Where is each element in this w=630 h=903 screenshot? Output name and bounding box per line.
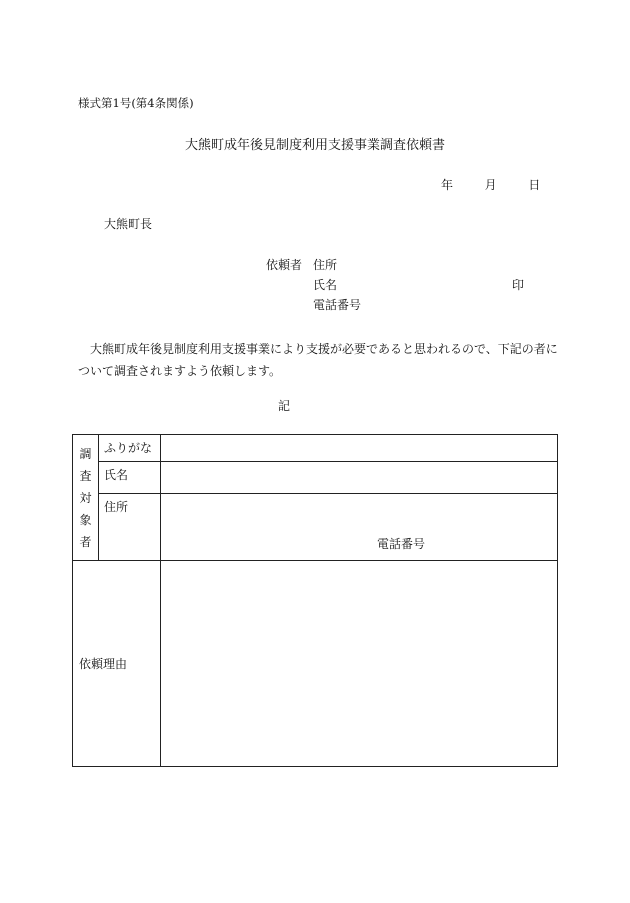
subject-label-char: 査 <box>79 468 92 483</box>
table-row <box>73 494 558 561</box>
date-month-label: 月 <box>484 178 497 192</box>
requester-name-label: 氏名 <box>313 278 338 292</box>
subject-table <box>72 434 558 767</box>
subject-address-label: 住所 <box>99 494 161 561</box>
date-day-label: 日 <box>528 178 541 192</box>
ki-heading: 記 <box>278 399 291 413</box>
subject-label-char: 対 <box>79 490 92 505</box>
subject-vertical-label <box>73 435 99 561</box>
table-row <box>73 561 558 767</box>
subject-label-char: 調 <box>79 446 92 461</box>
furigana-field[interactable] <box>161 435 558 462</box>
date-line <box>441 179 540 191</box>
requester-address-label: 住所 <box>313 258 338 272</box>
requester-seal-label: 印 <box>512 278 525 292</box>
furigana-label: ふりがな <box>99 435 161 462</box>
subject-phone-label: 電話番号 <box>377 537 426 551</box>
subject-address-field[interactable] <box>161 494 558 561</box>
addressee: 大熊町長 <box>104 217 153 231</box>
document-title: 大熊町成年後見制度利用支援事業調査依頼書 <box>184 138 445 153</box>
date-year-label: 年 <box>441 178 454 192</box>
requester-phone-label: 電話番号 <box>313 298 362 312</box>
subject-label-char: 者 <box>79 534 92 549</box>
subject-name-field[interactable] <box>161 462 558 494</box>
subject-name-label: 氏名 <box>99 462 161 494</box>
subject-label-char: 象 <box>79 512 92 527</box>
table-row <box>73 435 558 462</box>
form-number: 様式第1号(第4条関係) <box>78 96 194 110</box>
reason-label: 依頼理由 <box>73 561 161 767</box>
table-row <box>73 462 558 494</box>
requester-label: 依頼者 <box>266 258 303 272</box>
reason-field[interactable] <box>161 561 558 767</box>
request-body-text: 大熊町成年後見制度利用支援事業により支援が必要であると思われるので、下記の者について調査されますよう依頼します。 <box>78 342 558 378</box>
